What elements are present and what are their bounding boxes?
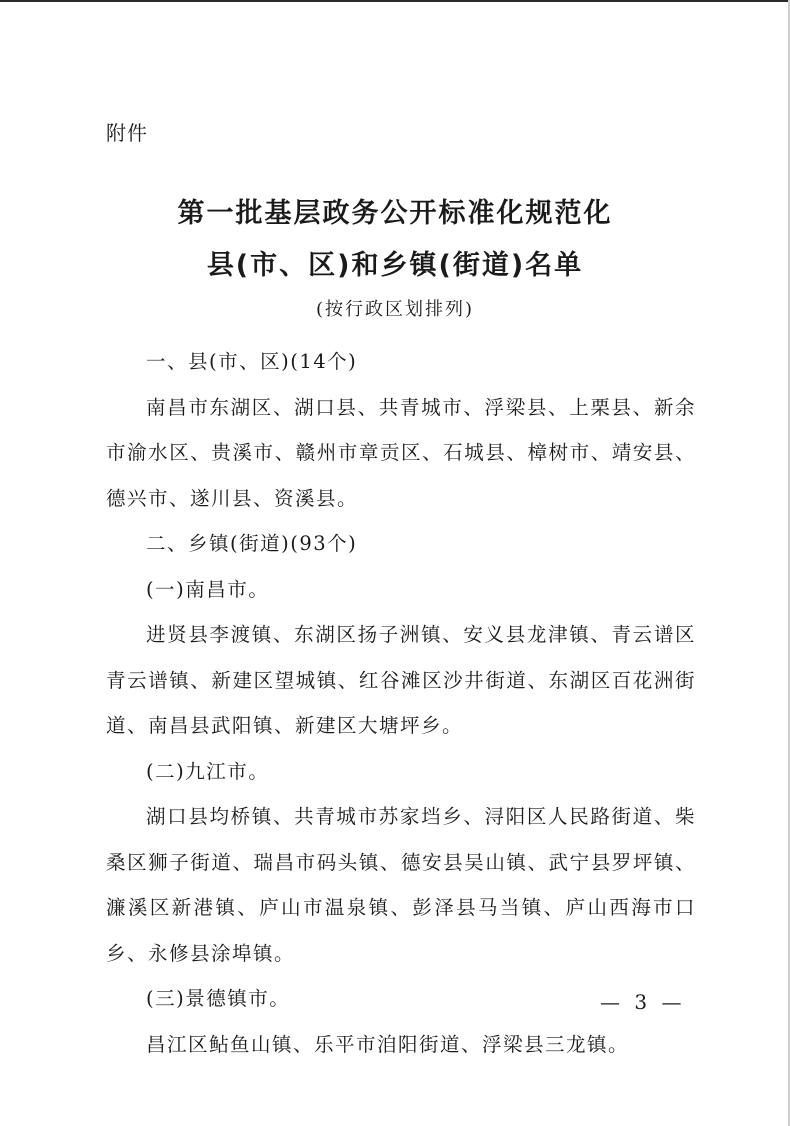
- subsection-text-jingdezhen: 昌江区鲇鱼山镇、乐平市洎阳街道、浮梁县三龙镇。: [146, 1032, 630, 1056]
- subsection-heading-jiujiang: (二)九江市。: [146, 759, 270, 783]
- page-number: — 3 —: [600, 990, 686, 1014]
- section-heading-towns: 二、乡镇(街道)(93个): [146, 532, 358, 555]
- document-body: [106, 339, 696, 1067]
- subsection-text-jiujiang: 湖口县均桥镇、共青城市苏家垱乡、浔阳区人民路街道、柴桑区狮子街道、瑞昌市码头镇、德安县吴山镇、武宁县罗坪镇、濂溪区新港镇、庐山市温泉镇、彭泽县马当镇、庐山西海巿口乡、永修县涂埠镇。: [106, 805, 696, 965]
- subsection-text-nanchang: 进贤县李渡镇、东湖区扬子洲镇、安义县龙津镇、青云谱区青云谱镇、新建区望城镇、红谷滩区沙井街道、东湖区百花洲街道、南昌县武阳镇、新建区大塘坪乡。: [106, 623, 696, 737]
- attachment-label: 附件: [106, 121, 148, 145]
- subsection-heading-jingdezhen: (三)景德镇市。: [146, 987, 291, 1010]
- document-title-line-1: 第一批基层政务公开标准化规范化: [177, 198, 613, 229]
- section-heading-counties: 一、县(市、区)(14个): [146, 350, 358, 373]
- section-text-counties: 南昌市东湖区、湖口县、共青城市、浮梁县、上栗县、新余市渝水区、贵溪市、赣州市章贡区、石城县、樟树市、靖安县、德兴市、遂川县、资溪县。: [106, 395, 696, 510]
- document-subtitle: (按行政区划排列): [315, 299, 475, 320]
- subsection-heading-nanchang: (一)南昌市。: [146, 577, 270, 601]
- document-title-line-2: 县(市、区)和乡镇(街道)名单: [206, 250, 584, 281]
- scan-edge-top: [0, 0, 790, 2]
